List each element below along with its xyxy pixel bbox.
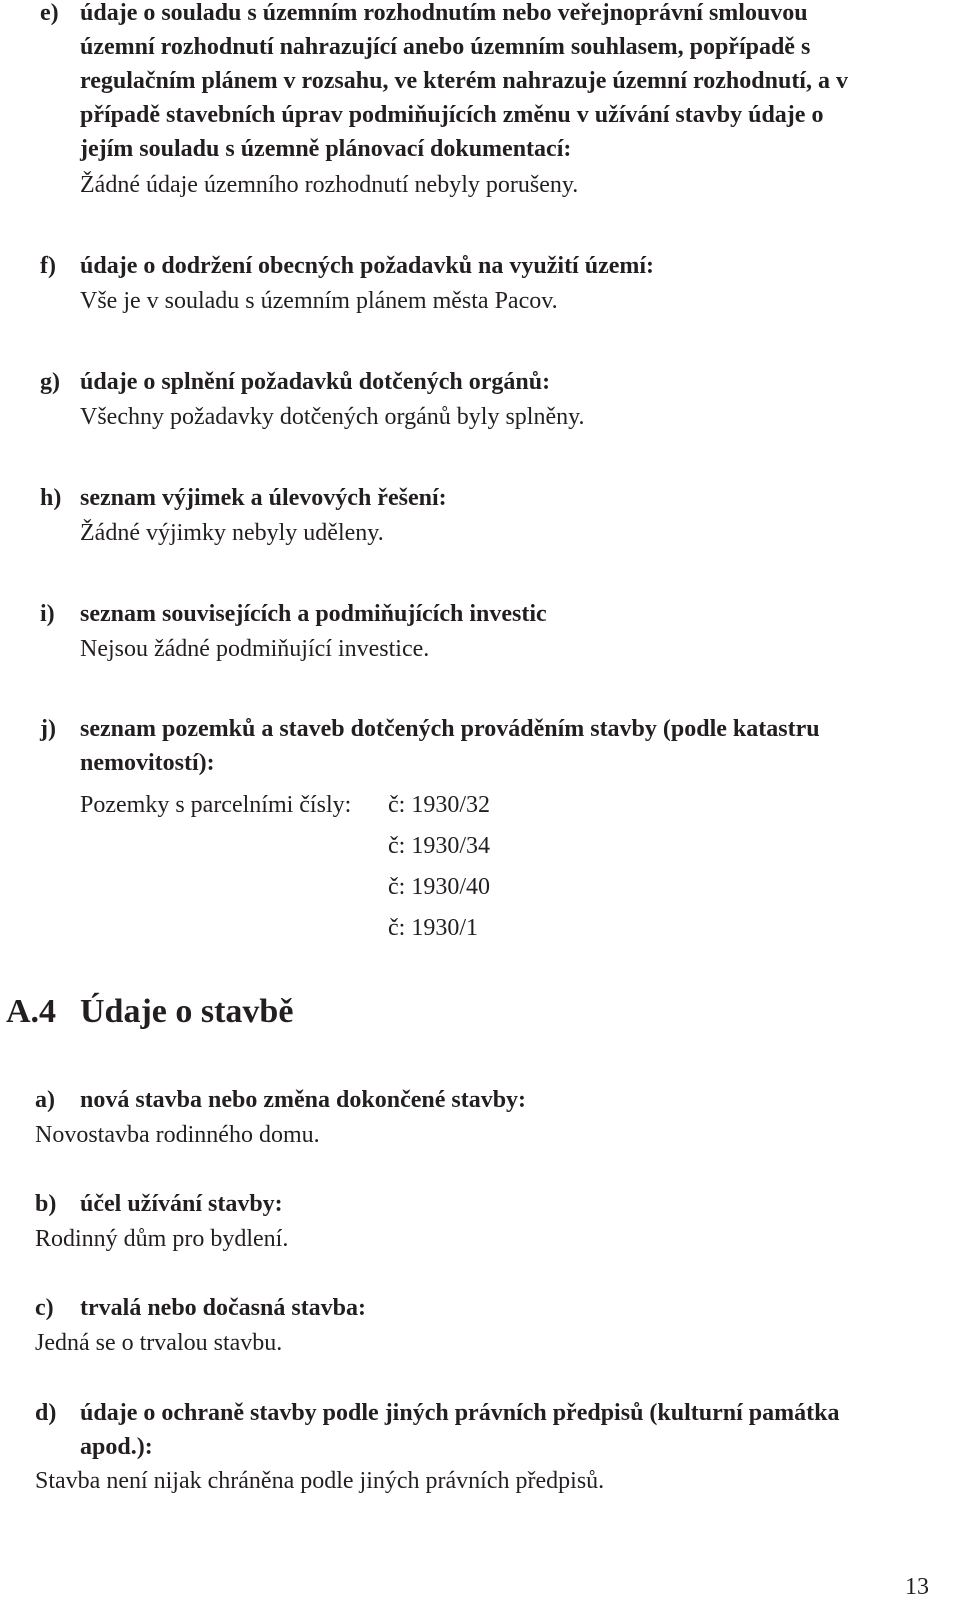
chapter-number: A.4	[6, 993, 57, 1030]
sub-d-heading-line-2: apod.):	[80, 1434, 153, 1460]
section-g-text: Všechny požadavky dotčených orgánů byly splněny.	[80, 404, 585, 430]
sub-a-label: a)	[35, 1087, 55, 1113]
section-j-label: j)	[40, 716, 56, 742]
section-h-heading: seznam výjimek a úlevových řešení:	[80, 485, 447, 511]
sub-b-text: Rodinný dům pro bydlení.	[35, 1226, 289, 1252]
parcel-number: č: 1930/32	[388, 792, 490, 818]
sub-c-label: c)	[35, 1295, 54, 1321]
parcel-number: č: 1930/34	[388, 833, 490, 859]
section-i-heading: seznam souvisejících a podmiňujících investic	[80, 601, 547, 627]
sub-d-heading-line-1: údaje o ochraně stavby podle jiných právních předpisů (kulturní památka	[80, 1400, 840, 1426]
section-i-label: i)	[40, 601, 55, 627]
section-g-label: g)	[40, 369, 60, 395]
parcel-number: č: 1930/40	[388, 874, 490, 900]
sub-b-label: b)	[35, 1191, 57, 1217]
chapter-title: Údaje o stavbě	[80, 993, 294, 1030]
section-g-heading: údaje o splnění požadavků dotčených orgánů:	[80, 369, 551, 395]
sub-c-text: Jedná se o trvalou stavbu.	[35, 1330, 283, 1356]
parcel-number: č: 1930/1	[388, 915, 478, 941]
section-e-heading-line-4: případě stavebních úprav podmiňujících změnu v užívání stavby údaje o	[80, 102, 824, 128]
sub-d-label: d)	[35, 1400, 57, 1426]
section-e-text: Žádné údaje územního rozhodnutí nebyly porušeny.	[80, 172, 579, 198]
sub-d-text: Stavba není nijak chráněna podle jiných právních předpisů.	[35, 1468, 605, 1494]
section-h-label: h)	[40, 485, 62, 511]
parcels-label: Pozemky s parcelními čísly:	[80, 792, 352, 818]
section-e-heading-line-5: jejím souladu s územně plánovací dokumentací:	[80, 136, 572, 162]
section-e-label: e)	[40, 0, 59, 26]
section-f-label: f)	[40, 253, 56, 279]
section-j-heading-line-2: nemovitostí):	[80, 750, 215, 776]
sub-a-heading: nová stavba nebo změna dokončené stavby:	[80, 1087, 527, 1113]
section-h-text: Žádné výjimky nebyly uděleny.	[80, 520, 384, 546]
section-i-text: Nejsou žádné podmiňující investice.	[80, 636, 430, 662]
section-e-heading-line-3: regulačním plánem v rozsahu, ve kterém nahrazuje územní rozhodnutí, a v	[80, 68, 848, 94]
sub-b-heading: účel užívání stavby:	[80, 1191, 283, 1217]
sub-a-text: Novostavba rodinného domu.	[35, 1122, 320, 1148]
section-e-heading-line-2: územní rozhodnutí nahrazující anebo územním souhlasem, popřípadě s	[80, 34, 811, 60]
section-e-heading-line-1: údaje o souladu s územním rozhodnutím nebo veřejnoprávní smlouvou	[80, 0, 808, 26]
section-j-heading-line-1: seznam pozemků a staveb dotčených prováděním stavby (podle katastru	[80, 716, 820, 742]
section-f-text: Vše je v souladu s územním plánem města Pacov.	[80, 288, 558, 314]
sub-c-heading: trvalá nebo dočasná stavba:	[80, 1295, 367, 1321]
page-number: 13	[905, 1574, 929, 1600]
section-f-heading: údaje o dodržení obecných požadavků na využití území:	[80, 253, 655, 279]
